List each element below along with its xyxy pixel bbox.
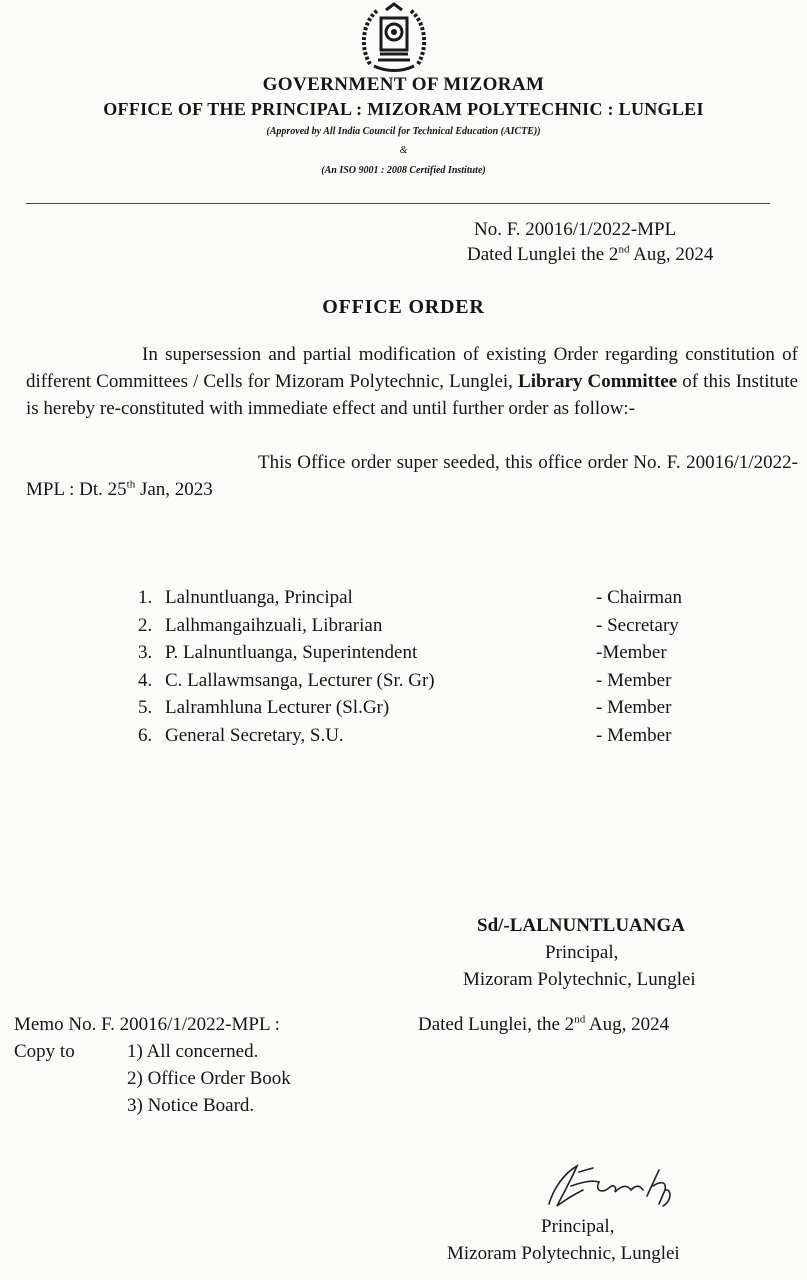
list-item: 2. Lalhmangaihzuali, Librarian - Secretary	[138, 614, 679, 636]
signatory-name: Sd/-LALNUNTLUANGA	[477, 915, 685, 936]
order-paragraph: In supersession and partial modification of existing Order regarding constitution of different Committees / Cells for Mizoram Polytechnic, Lunglei, Library Committee of this Institute is hereby re-constituted with immediate effect and until further order as follow:-	[26, 344, 798, 419]
list-item: 1. Lalnuntluanga, Principal - Chairman	[138, 587, 683, 608]
signatory-designation: Principal,	[545, 942, 619, 963]
member-list	[138, 587, 718, 752]
header-office: OFFICE OF THE PRINCIPAL : MIZORAM POLYTECHNIC : LUNGLEI	[103, 99, 704, 119]
list-item: 4. C. Lallawmsanga, Lecturer (Sr. Gr) - Member	[138, 669, 672, 691]
memo-date: Dated Lunglei, the 2nd Aug, 2024	[418, 1013, 670, 1035]
signatory-institute: Mizoram Polytechnic, Lunglei	[463, 969, 696, 990]
footer-institute: Mizoram Polytechnic, Lunglei	[447, 1243, 680, 1264]
header-government: GOVERNMENT OF MIZORAM	[262, 74, 545, 95]
list-item: 6. General Secretary, S.U. - Member	[138, 724, 672, 746]
header-divider	[26, 203, 770, 204]
list-item: 5. Lalramhluna Lecturer (Sl.Gr) - Member	[138, 697, 672, 718]
supersede-paragraph: This Office order super seeded, this office order No. F. 20016/1/2022-MPL : Dt. 25th Jan, 2023	[26, 452, 798, 500]
copy-to-label: Copy to	[14, 1041, 75, 1062]
document-title: OFFICE ORDER	[322, 296, 485, 318]
footer-designation: Principal,	[541, 1216, 615, 1237]
reference-number: No. F. 20016/1/2022-MPL	[474, 219, 677, 240]
header-approval: (Approved by All India Council for Technical Education (AICTE))	[266, 126, 541, 137]
committee-name: Library Committee	[518, 371, 678, 392]
copy-item: 1) All concerned.	[127, 1041, 259, 1062]
header-ampersand: &	[399, 145, 408, 156]
header-iso: (An ISO 9001 : 2008 Certified Institute)	[321, 165, 486, 176]
memo-number: Memo No. F. 20016/1/2022-MPL :	[14, 1014, 280, 1035]
copy-item: 3) Notice Board.	[127, 1095, 255, 1116]
list-item: 3. P. Lalnuntluanga, Superintendent -Member	[138, 642, 667, 663]
copy-item: 2) Office Order Book	[127, 1068, 291, 1089]
reference-date: Dated Lunglei the 2nd Aug, 2024	[467, 243, 714, 265]
government-emblem-icon	[356, 2, 432, 74]
